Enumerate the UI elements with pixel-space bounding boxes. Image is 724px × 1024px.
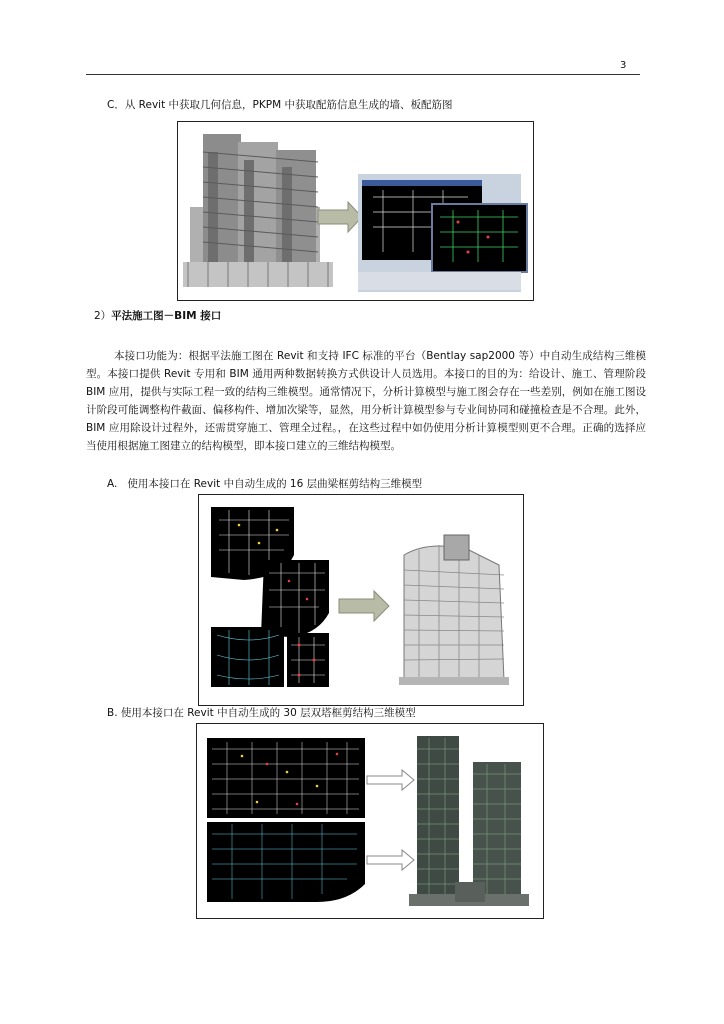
figure-b [196,723,544,919]
section-heading [94,308,221,323]
pkpm-screenshots [358,174,527,292]
figure-a-label: A. [107,478,118,490]
building-model-towers [183,134,333,287]
arrow-right-icon [318,202,362,232]
header-rule [86,74,640,75]
figure-a [198,494,524,706]
arrow-right-icon [367,850,414,870]
cad-detail-4 [287,633,329,687]
twin-tower-model [409,736,529,906]
figure-c-caption: C．从 Revit 中获取几何信息，PKPM 中获取配筋信息生成的墙、板配筋图 [107,99,453,111]
figure-a-caption [107,477,422,491]
figure-a-text: 使用本接口在 Revit 中自动生成的 16 层曲梁框剪结构三维模型 [127,478,423,490]
cad-plan-2 [261,560,329,637]
cad-plan-lower [207,822,365,902]
figure-c-image [178,122,533,300]
figure-b-image [197,724,543,918]
page-number: 3 [620,60,627,71]
section-title: 平法施工图－BIM 接口 [111,310,222,322]
arrow-right-icon [367,770,414,790]
cad-plan-upper [207,738,365,818]
cad-plan-3 [211,627,284,687]
figure-c [177,121,534,301]
figure-a-image [199,495,523,705]
figure-b-caption: B. 使用本接口在 Revit 中自动生成的 30 层双塔框剪结构三维模型 [107,707,416,719]
section-number: 2） [94,310,112,322]
paragraph-text: 本接口功能为：根据平法施工图在 Revit 和支持 IFC 标准的平台（Bentlay sap2000 等）中自动生成结构三维模型。本接口提供 Revit 专用和 BIM 通用两种数据转换方式供设计人员选用。本接口的目的为：给设计、施工、管理阶段 BIM 应用，提供与实际工程一致的结构三维模型。通常情况下，分析计算模型与施工图会存在一些差别，例如在施工图设计阶段可能调整构件截面、偏移构件、增加次梁等，显然，用分析计算模型参与专业间协同和碰撞检查是不合理。此外， BIM 应用除设计过程外，还需贯穿施工、管理全过程。，在这些过程中如仍使用分析计算模型则更不合理。正确的选择应当使用根据施工图建立的结构模型，即本接口建立的三维结构模型。 [86,350,646,452]
arrow-right-icon [339,591,389,621]
building-model-16-storey [399,535,509,685]
body-paragraph [86,347,646,455]
